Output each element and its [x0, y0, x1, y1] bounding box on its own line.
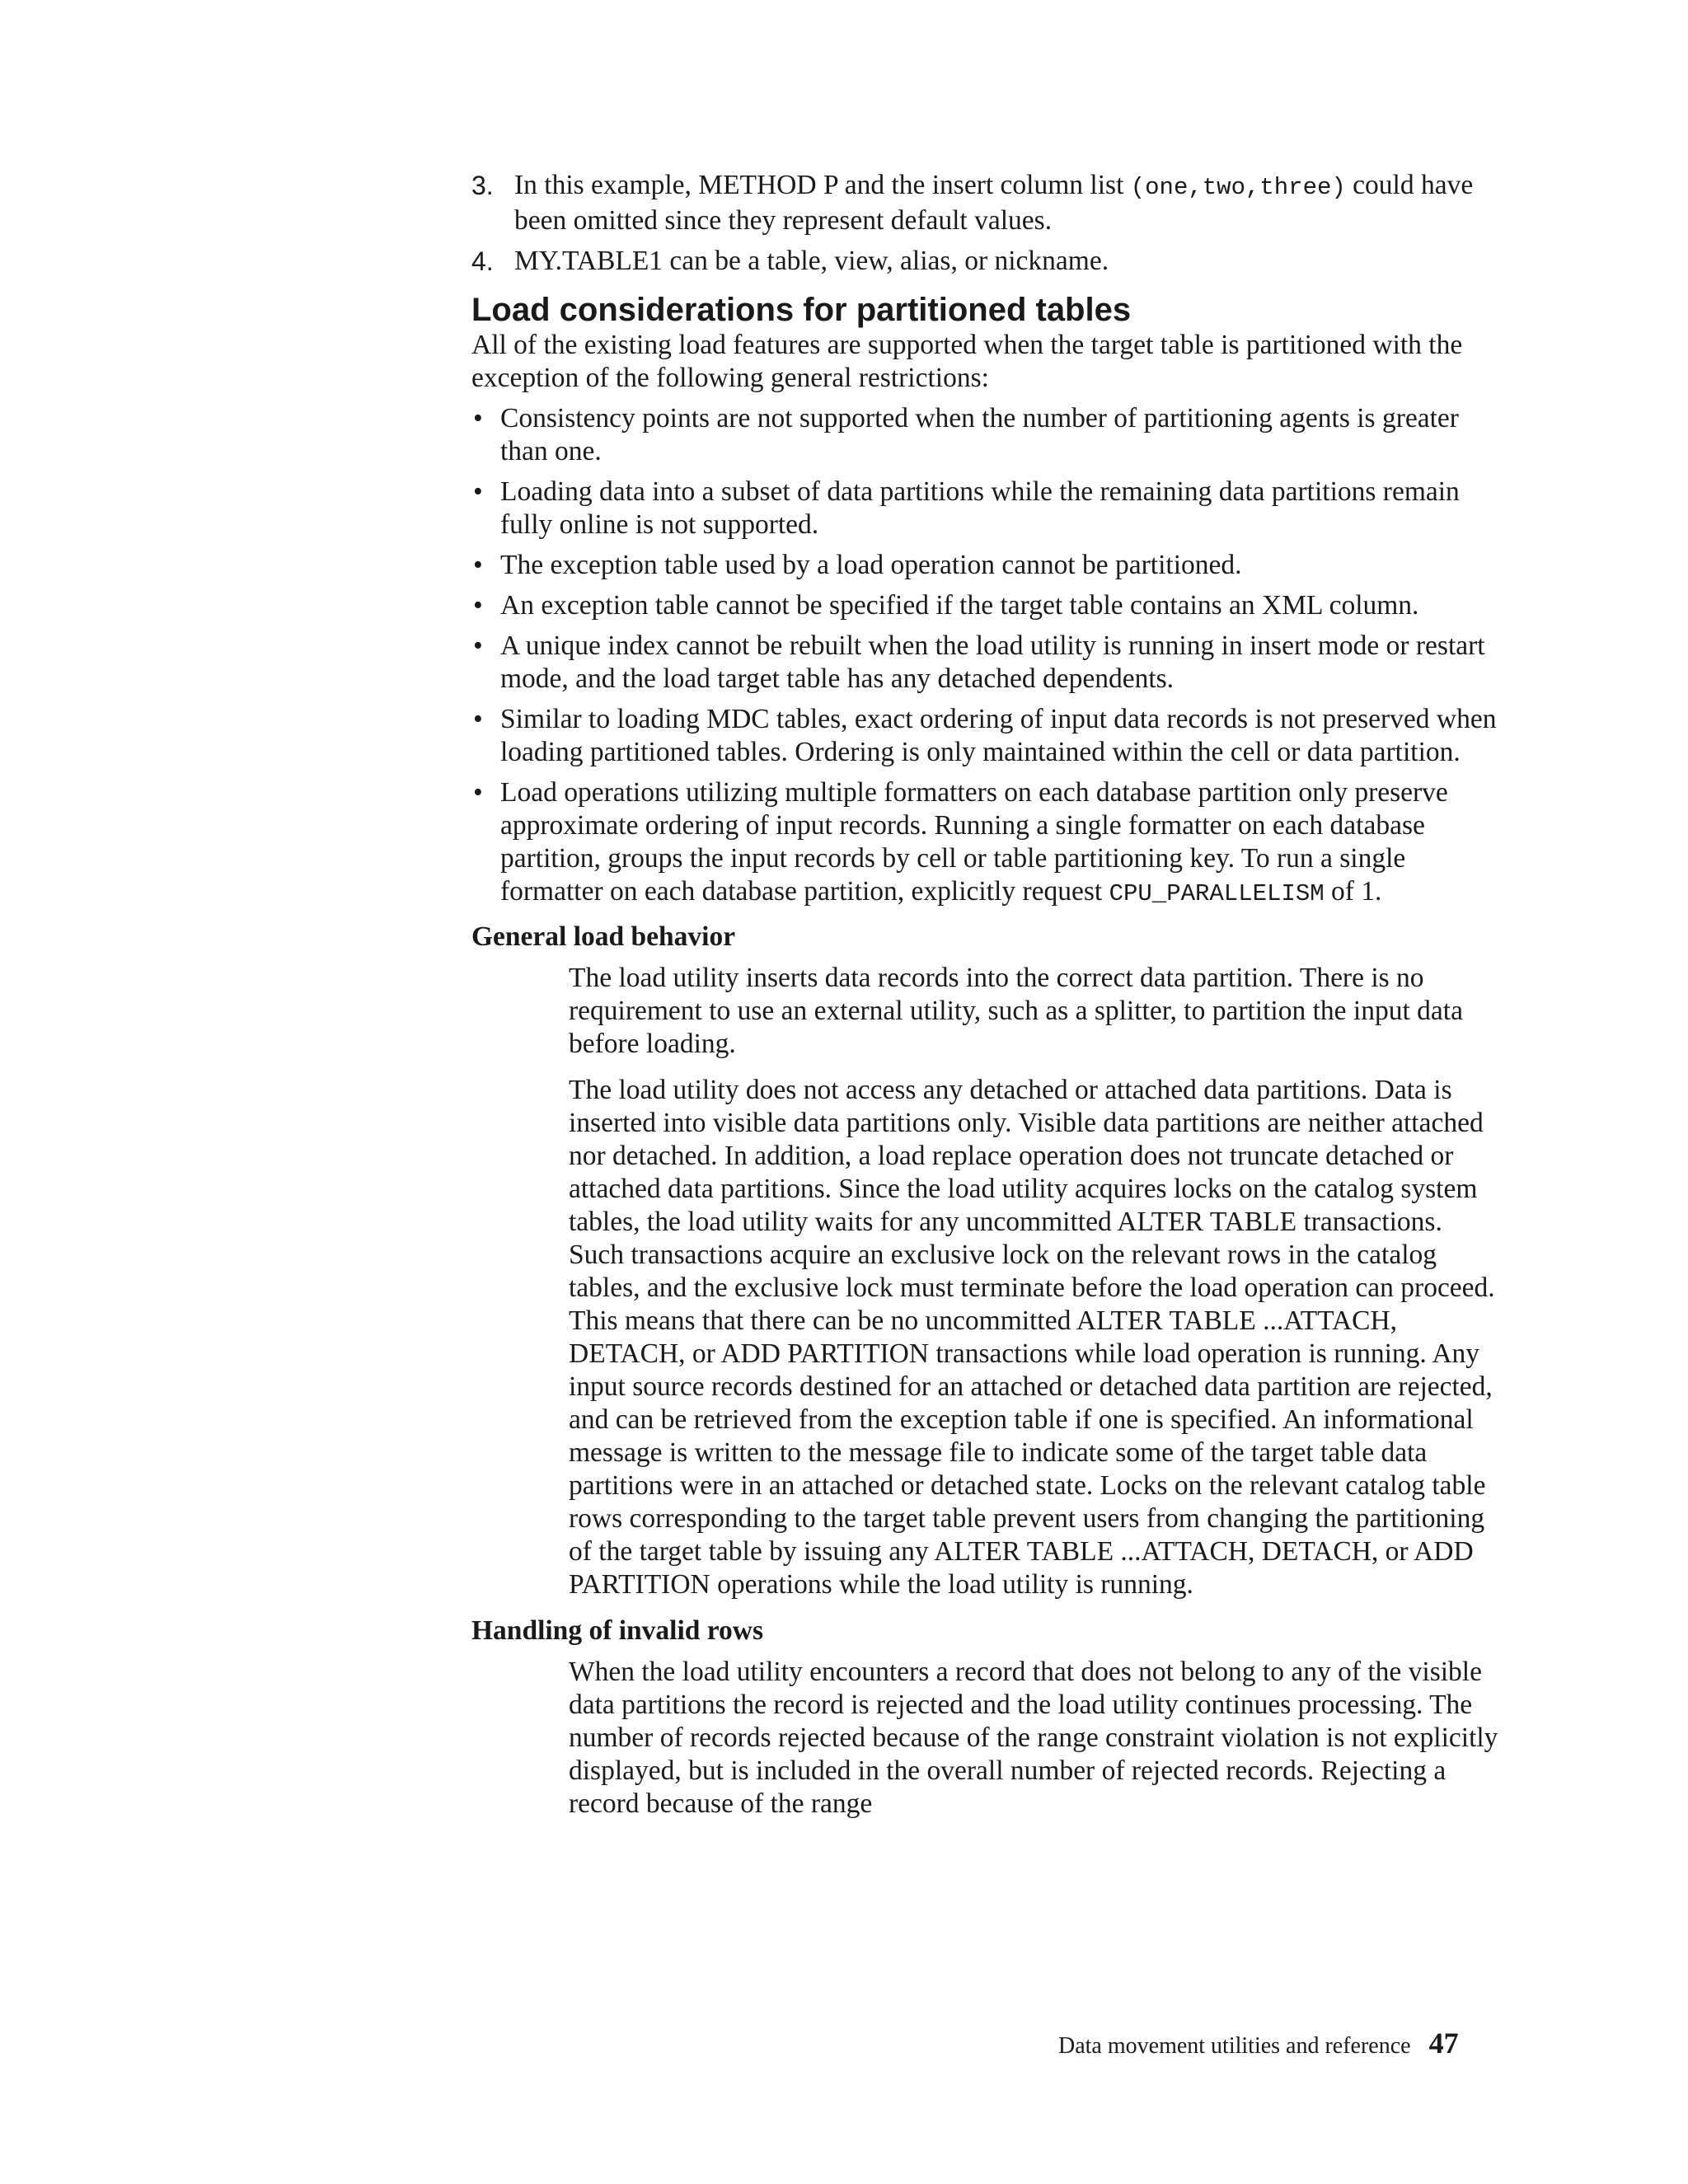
list-item: • Load operations utilizing multiple formatters on each database partition only preserve approximate ordering of input records. Running a single formatter on each database partition, groups the input records by cell or table partitioning key. To run a single formatter on each database partition, explicitly request CPU_PARALLELISM of 1. [473, 777, 1448, 907]
list-item: • Similar to loading MDC tables, exact ordering of input data records is not preserved when loading partitioned tables. Ordering is only maintained within the cell or data partition. [473, 704, 1497, 767]
footer-title: Data movement utilities and reference [1058, 2033, 1411, 2059]
paragraph: When the load utility encounters a record that does not belong to any of the visible data partitions the record is rejected and the load utility continues processing. The number of records rejected because of the range constraint violation is not explicitly displayed, but is included in the overall number of rejected records. Rejecting a record because of the range [569, 1657, 1498, 1819]
bullet-icon: • [473, 550, 483, 580]
page-content [471, 169, 1502, 1834]
bullet-icon: • [473, 777, 483, 808]
section-intro: All of the existing load features are supported when the target table is partitioned with the exception of the following general restrictions: [471, 330, 1463, 393]
list-item: • Loading data into a subset of data partitions while the remaining data partitions remain fully online is not supported. [473, 476, 1460, 540]
invalid-rows-body [471, 1656, 1502, 1821]
page-footer [1058, 2026, 1503, 2060]
bullet-icon: • [473, 630, 483, 661]
inline-code: (one,two,three) [1130, 174, 1346, 201]
list-item: • An exception table cannot be specified if the target table contains an XML column. [473, 590, 1419, 621]
bullet-icon: • [473, 590, 483, 621]
item-number: 4. [471, 246, 494, 276]
numbered-item-3 [471, 169, 1502, 237]
item-number: 3. [471, 171, 494, 200]
item-text: In this example, METHOD P and the insert column list [514, 170, 1131, 200]
page-number: 47 [1428, 2027, 1459, 2060]
numbered-item-4 [471, 245, 1502, 278]
inline-code: CPU_PARALLELISM [1109, 880, 1325, 907]
list-item: • Consistency points are not supported when the number of partitioning agents is greater than one. [473, 403, 1459, 466]
subheading-invalid-rows: Handling of invalid rows [471, 1615, 764, 1646]
subheading-general-load-behavior: General load behavior [471, 921, 736, 952]
paragraph: The load utility inserts data records into the correct data partition. There is no requirement to use an external utility, such as a splitter, to partition the input data before loading. [569, 963, 1463, 1059]
general-behavior-body [471, 962, 1502, 1601]
bullet-icon: • [473, 476, 483, 507]
item-text-continued: could have been omitted since they represent default values. [514, 170, 1474, 236]
paragraph: The load utility does not access any detached or attached data partitions. Data is inserted into visible data partitions only. Visible data partitions are neither attached nor detached. In addition, a load replace operation does not truncate detached or attached data partitions. Since the load utility acquires locks on the catalog system tables, the load utility waits for any uncommitted ALTER TABLE transactions. Such transactions acquire an exclusive lock on the relevant rows in the catalog tables, and the exclusive lock must terminate before the load operation can proceed. This means that there can be no uncommitted ALTER TABLE ...ATTACH, DETACH, or ADD PARTITION transactions while load operation is running. Any input source records destined for an attached or detached data partition are rejected, and can be retrieved from the exception table if one is specified. An informational message is written to the message file to indicate some of the target table data partitions were in an attached or detached state. Locks on the relevant catalog table rows corresponding to the target table prevent users from changing the partitioning of the target table by issuing any ALTER TABLE ...ATTACH, DETACH, or ADD PARTITION operations while the load utility is running. [569, 1075, 1495, 1600]
restrictions-list [471, 402, 1502, 911]
list-item: • The exception table used by a load operation cannot be partitioned. [473, 550, 1242, 580]
list-item: • A unique index cannot be rebuilt when the load utility is running in insert mode or restart mode, and the load target table has any detached dependents. [473, 630, 1485, 694]
section-heading: Load considerations for partitioned tables [471, 292, 1132, 328]
item-text: MY.TABLE1 can be a table, view, alias, or nickname. [514, 246, 1109, 276]
bullet-icon: • [473, 403, 483, 434]
bullet-icon: • [473, 704, 483, 734]
